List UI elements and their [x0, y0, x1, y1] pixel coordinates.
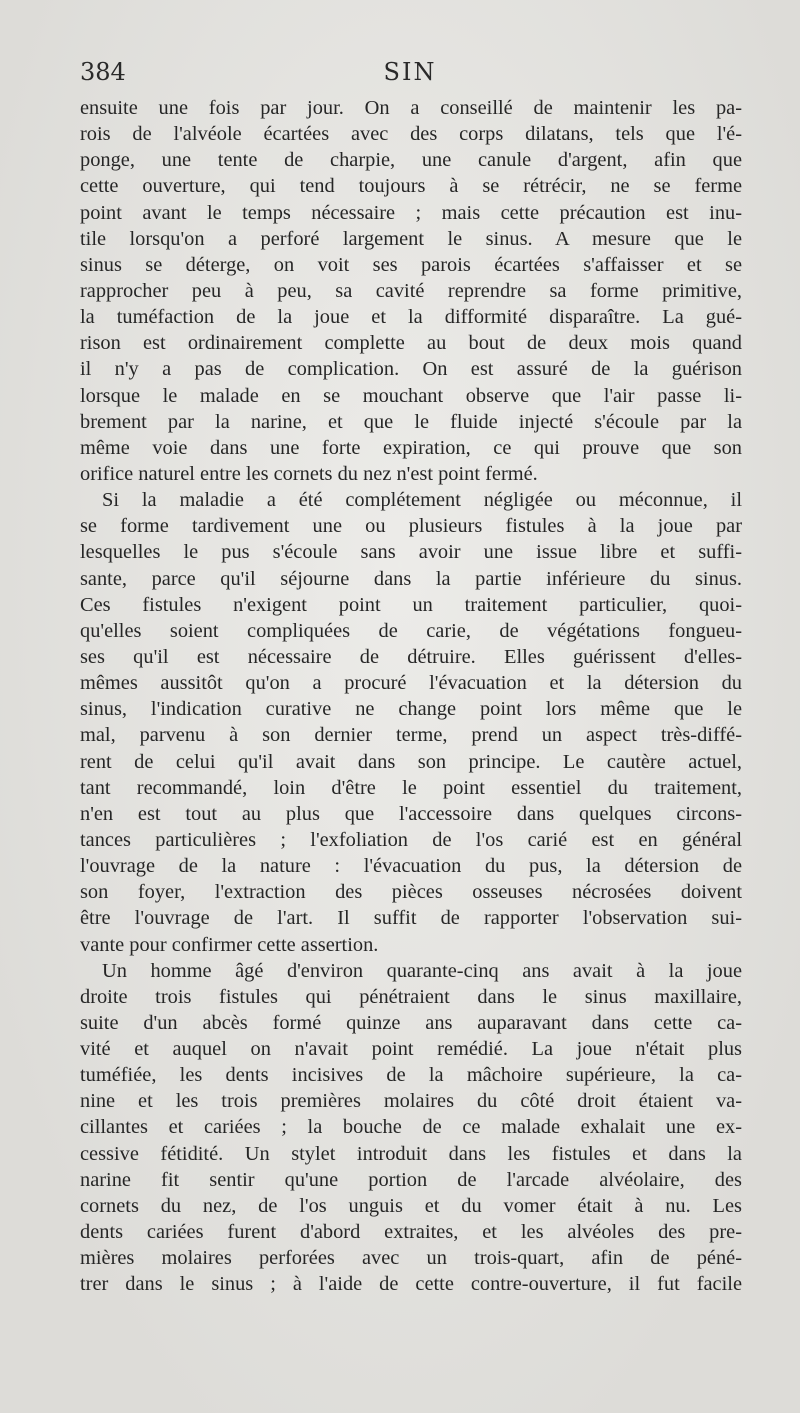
text-line: tile lorsqu'on a perforé largement le sinus. A mesure que le — [80, 227, 742, 250]
text-line: même voie dans une forte expiration, ce qui prouve que son — [80, 436, 742, 459]
text-line: rison est ordinairement complette au bout de deux mois quand — [80, 332, 742, 355]
text-line: qu'elles soient compliquées de carie, de végétations fongueu- — [80, 619, 742, 642]
text-line: vité et auquel on n'avait point remédié. La joue n'était plus — [80, 1038, 742, 1061]
text-line: trer dans le sinus ; à l'aide de cette contre-ouverture, il fut facile — [80, 1273, 742, 1296]
text-line: il n'y a pas de complication. On est assuré de la guérison — [80, 358, 742, 381]
text-line: ses qu'il est nécessaire de détruire. Elles guérissent d'elles- — [80, 645, 742, 668]
text-line: mêmes aussitôt qu'on a procuré l'évacuation et la détersion du — [80, 672, 742, 695]
text-line: ponge, une tente de charpie, une canule d'argent, afin que — [80, 149, 742, 172]
page-number: 384 — [80, 58, 126, 86]
paragraph — [80, 958, 742, 1298]
text-line: ensuite une fois par jour. On a conseillé de maintenir les pa- — [80, 97, 742, 119]
text-line: brement par la narine, et que le fluide injecté s'écoule par la — [80, 410, 742, 433]
text-line: dents cariées furent d'abord extraites, et les alvéoles des pre- — [80, 1221, 742, 1244]
text-line: mal, parvenu à son dernier terme, prend un aspect très-diffé- — [80, 724, 742, 747]
text-line: sante, parce qu'il séjourne dans la partie inférieure du sinus. — [80, 567, 742, 590]
text-line: tuméfiée, les dents incisives de la mâchoire supérieure, la ca- — [80, 1064, 742, 1087]
text-line: rent de celui qu'il avait dans son principe. Le cautère actuel, — [80, 750, 742, 773]
text-line: l'ouvrage de la nature : l'évacuation du pus, la détersion de — [80, 855, 742, 878]
text-line: nine et les trois premières molaires du côté droit étaient va- — [80, 1090, 742, 1113]
text-line: tant recommandé, loin d'être le point essentiel du traitement, — [80, 776, 742, 799]
text-line: cette ouverture, qui tend toujours à se rétrécir, ne se ferme — [80, 175, 742, 198]
text-line: son foyer, l'extraction des pièces osseuses nécrosées doivent — [80, 881, 742, 904]
text-line: sinus, l'indication curative ne change point lors même que le — [80, 698, 742, 721]
text-line: rois de l'alvéole écartées avec des corps dilatans, tels que l'é- — [80, 123, 742, 146]
text-line: Ces fistules n'exigent point un traitement particulier, quoi- — [80, 593, 742, 616]
paragraph — [80, 487, 742, 958]
text-line: la tuméfaction de la joue et la difformité disparaître. La gué- — [80, 306, 742, 329]
text-line: orifice naturel entre les cornets du nez n'est point fermé. — [80, 462, 538, 485]
text-line: cessive fétidité. Un stylet introduit dans les fistules et dans la — [80, 1142, 742, 1165]
text-line: lesquelles le pus s'écoule sans avoir une issue libre et suffi- — [80, 541, 742, 564]
text-line: cillantes et cariées ; la bouche de ce malade exhalait une ex- — [80, 1116, 742, 1139]
text-line: mières molaires perforées avec un trois-quart, afin de péné- — [80, 1247, 742, 1270]
text-line: rapprocher peu à peu, sa cavité reprendre sa forme primitive, — [80, 279, 742, 302]
text-line: n'en est tout au plus que l'accessoire dans quelques circons- — [80, 802, 742, 825]
text-line: suite d'un abcès formé quinze ans auparavant dans cette ca- — [80, 1011, 742, 1034]
text-line: tances particulières ; l'exfoliation de l'os carié est en général — [80, 828, 742, 851]
text-line: vante pour confirmer cette assertion. — [80, 933, 379, 956]
text-line: lorsque le malade en se mouchant observe que l'air passe li- — [80, 384, 742, 407]
text-line: être l'ouvrage de l'art. Il suffit de rapporter l'observation sui- — [80, 907, 742, 930]
text-line: sinus se déterge, on voit ses parois écartées s'affaisser et se — [80, 253, 742, 276]
body-text — [80, 95, 742, 1297]
page-header — [80, 58, 740, 90]
paragraph — [80, 95, 742, 487]
running-head: SIN — [383, 58, 437, 86]
text-line: cornets du nez, de l'os unguis et du vomer était à nu. Les — [80, 1194, 742, 1217]
text-line: se forme tardivement une ou plusieurs fistules à la joue par — [80, 515, 742, 538]
text-line: narine fit sentir qu'une portion de l'arcade alvéolaire, des — [80, 1168, 742, 1191]
text-line: Si la maladie a été complétement négligée ou méconnue, il — [102, 489, 742, 512]
text-line: droite trois fistules qui pénétraient dans le sinus maxillaire, — [80, 985, 742, 1008]
text-line: point avant le temps nécessaire ; mais cette précaution est inu- — [80, 201, 742, 224]
text-line: Un homme âgé d'environ quarante-cinq ans avait à la joue — [102, 959, 742, 982]
